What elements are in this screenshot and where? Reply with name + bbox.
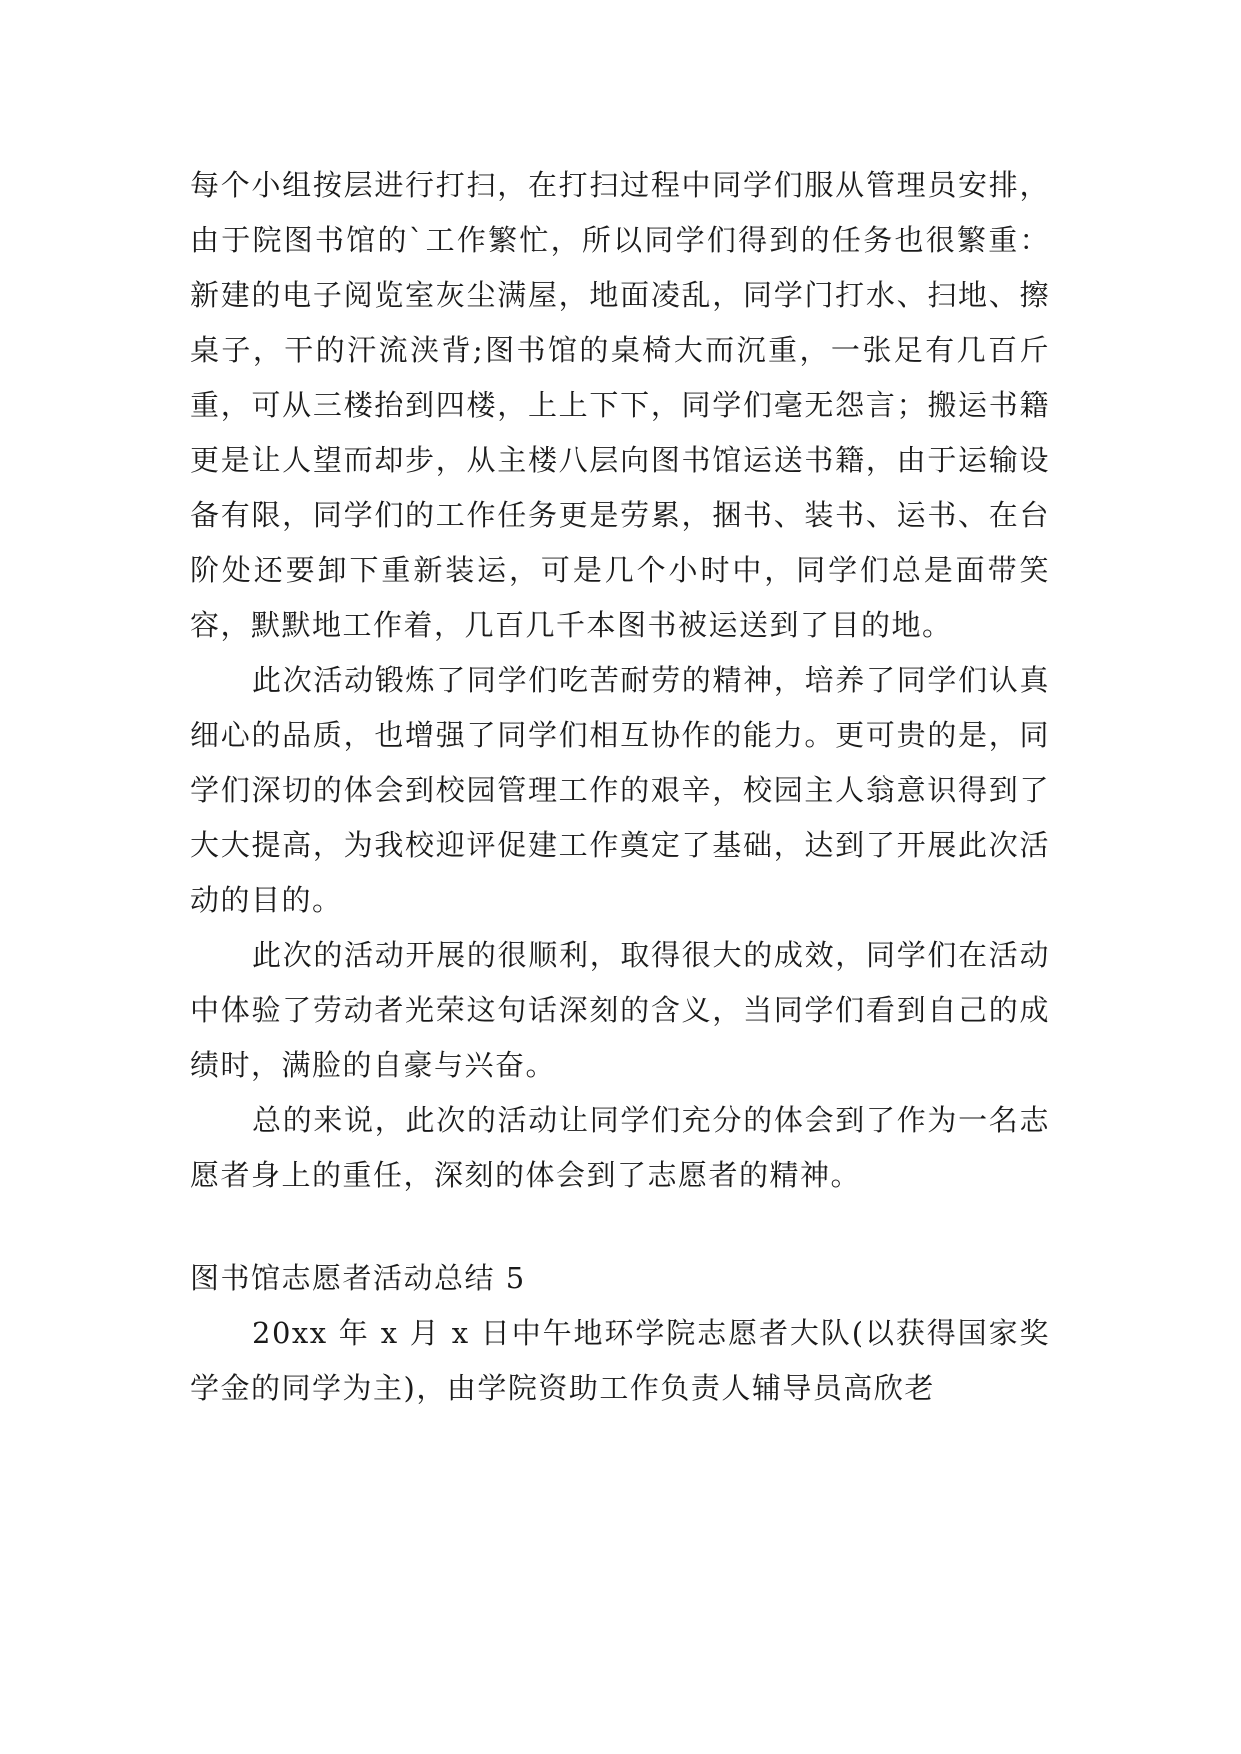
paragraph-activity-success: 此次的活动开展的很顺利，取得很大的成效，同学们在活动中体验了劳动者光荣这句话深刻的含义，当同学们看到自己的成绩时，满脸的自豪与兴奋。 xyxy=(190,938,1050,1082)
paragraph-summary: 总的来说，此次的活动让同学们充分的体会到了作为一名志愿者身上的重任，深刻的体会到了志愿者的精神。 xyxy=(190,1103,1050,1192)
section-paragraph: 20xx 年 x 月 x 日中午地环学院志愿者大队(以获得国家奖学金的同学为主)，由学院资助工作负责人辅导员高欣老 xyxy=(190,1316,1050,1405)
section-heading: 图书馆志愿者活动总结 5 xyxy=(190,1261,526,1295)
paragraph-activity-benefits: 此次活动锻炼了同学们吃苦耐劳的精神，培养了同学们认真细心的品质，也增强了同学们相互协作的能力。更可贵的是，同学们深切的体会到校园管理工作的艰辛，校园主人翁意识得到了大大提高，为我校迎评促建工作奠定了基础，达到了开展此次活动的目的。 xyxy=(190,663,1050,917)
document-body xyxy=(190,158,1050,1416)
paragraph-cleanup-work: 每个小组按层进行打扫，在打扫过程中同学们服从管理员安排，由于院图书馆的`工作繁忙，所以同学们得到的任务也很繁重：新建的电子阅览室灰尘满屋，地面凌乱，同学门打水、扫地、擦桌子，干的汗流浃背;图书馆的桌椅大而沉重，一张足有几百斤重，可从三楼抬到四楼，上上下下，同学们毫无怨言；搬运书籍更是让人望而却步，从主楼八层向图书馆运送书籍，由于运输设备有限，同学们的工作任务更是劳累，捆书、装书、运书、在台阶处还要卸下重新装运，可是几个小时中，同学们总是面带笑容，默默地工作着，几百几千本图书被运送到了目的地。 xyxy=(190,168,1050,642)
